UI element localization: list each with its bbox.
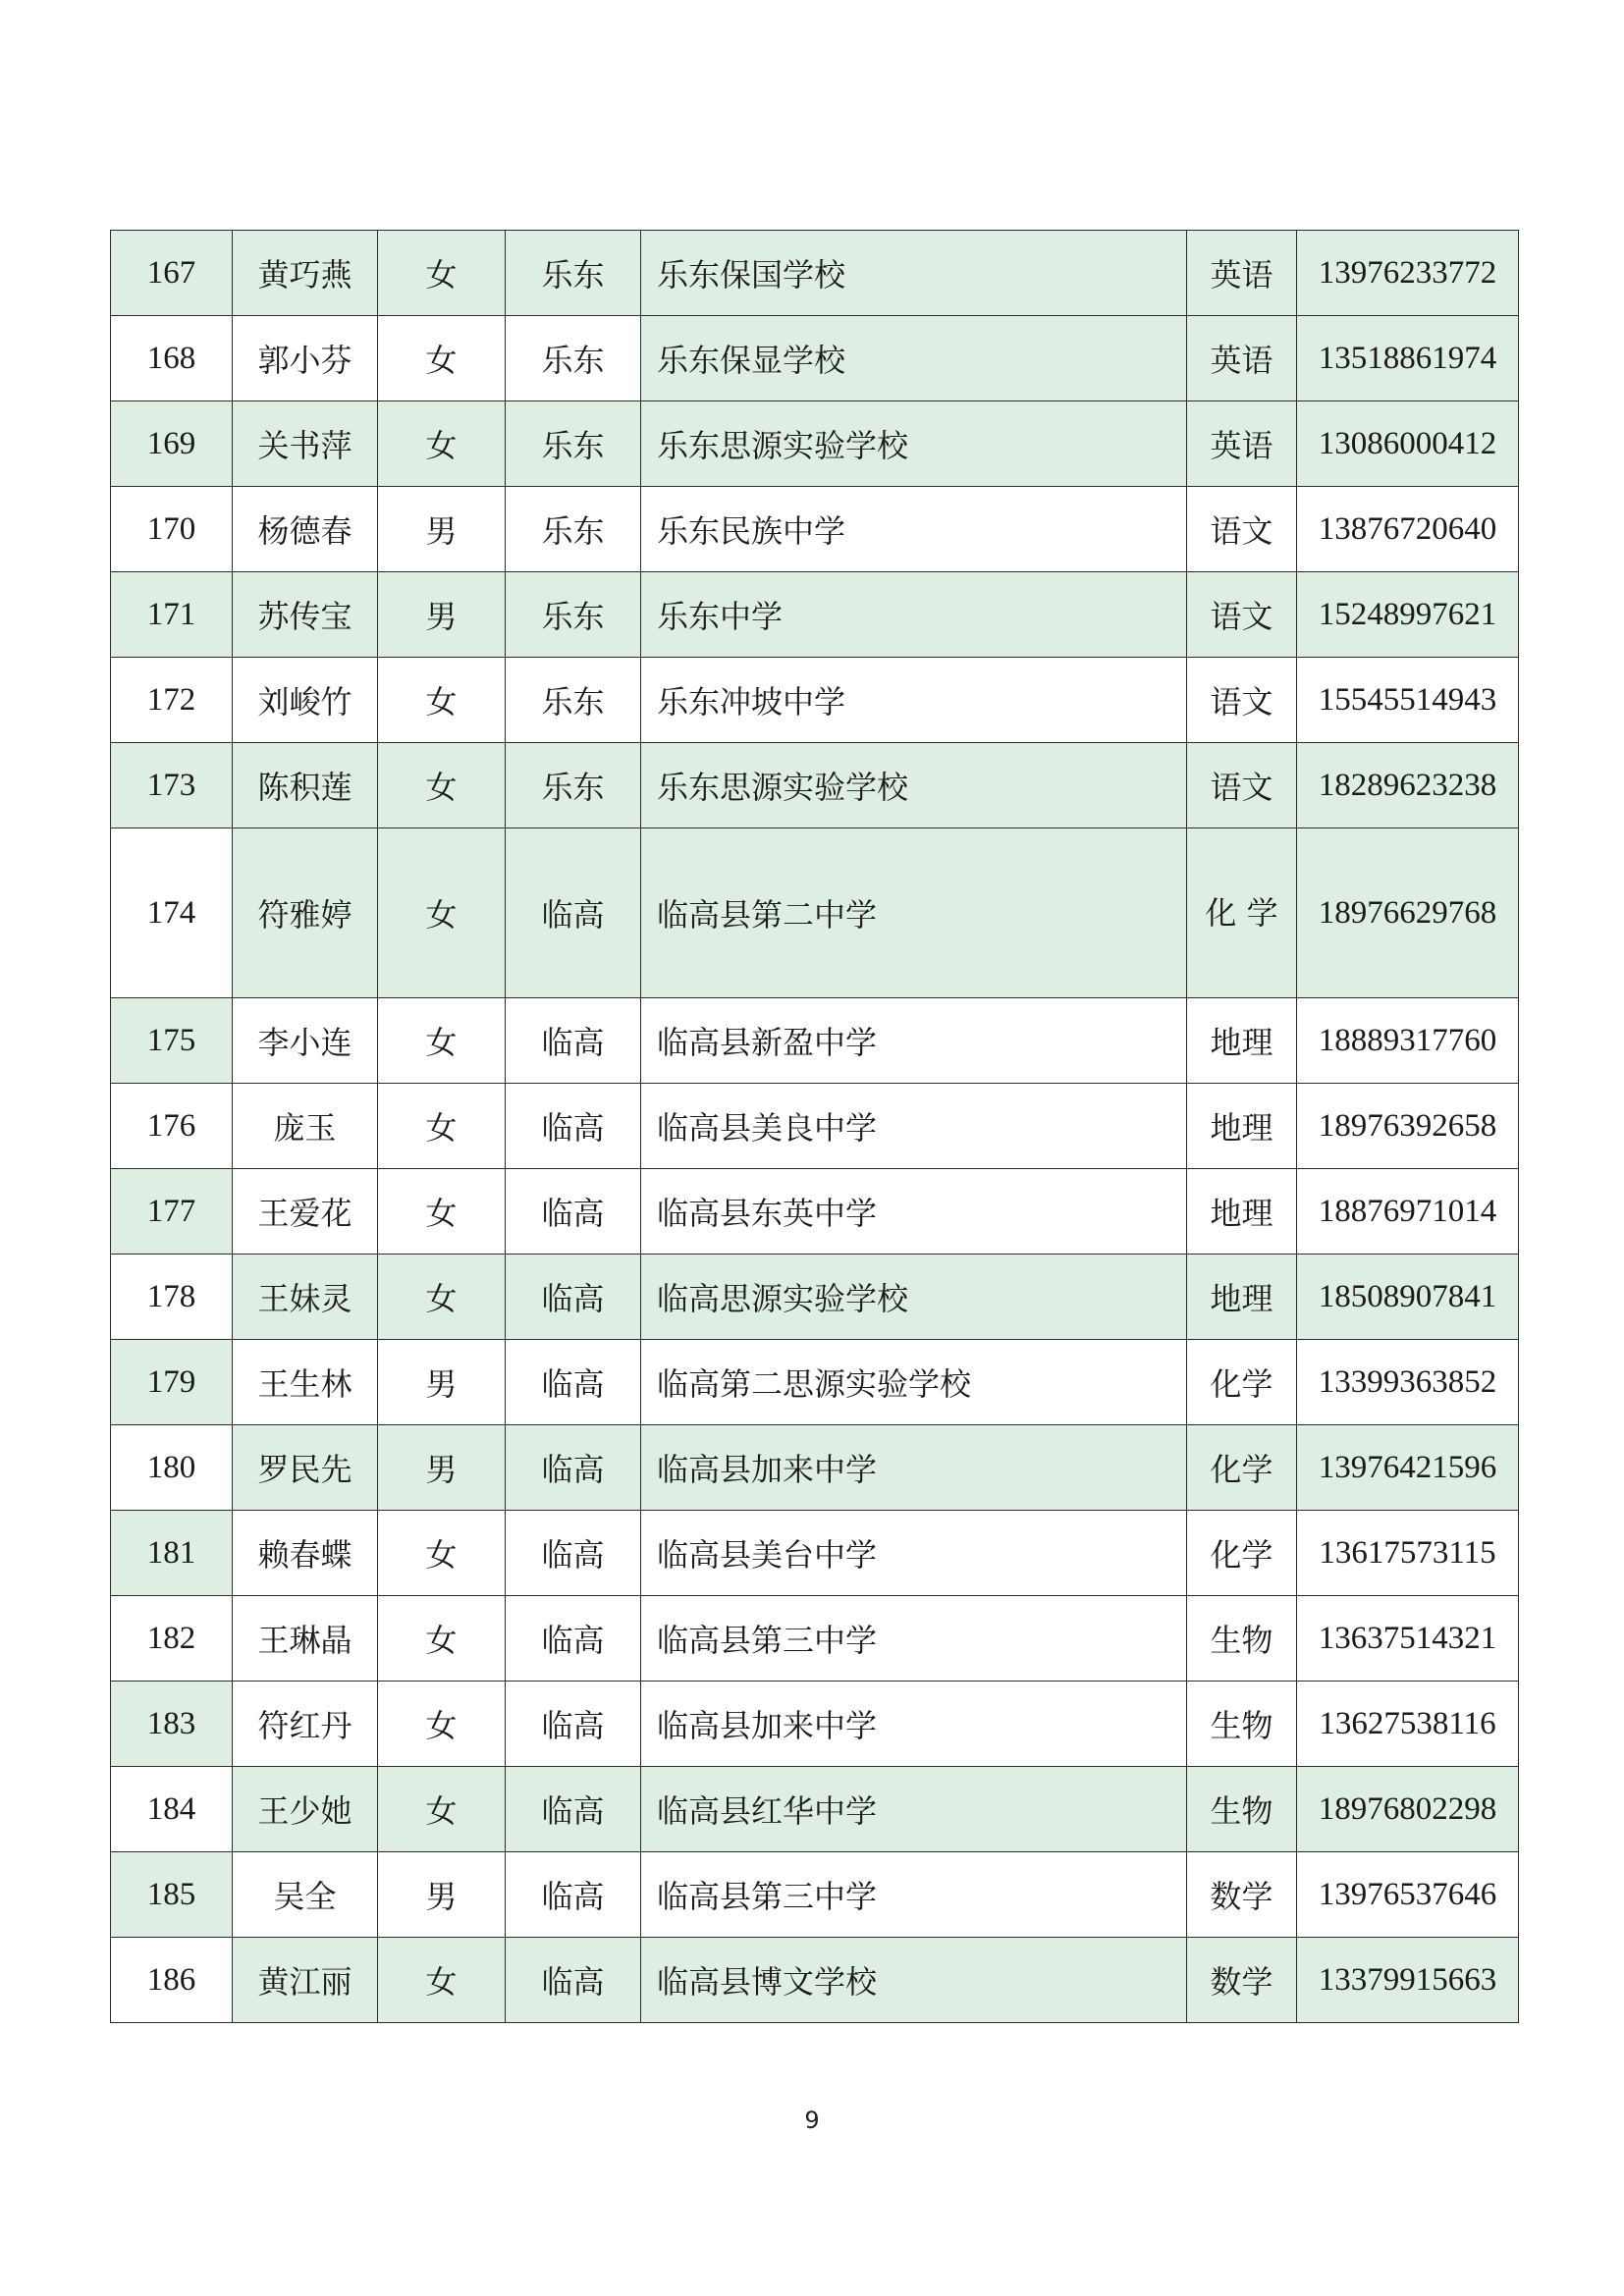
phone-cell: 18876971014 xyxy=(1297,1169,1519,1255)
table-row xyxy=(111,658,1519,743)
gender-cell: 女 xyxy=(378,1682,506,1767)
region-cell: 临高 xyxy=(506,1767,641,1852)
region-cell: 临高 xyxy=(506,1852,641,1938)
row-number-cell: 177 xyxy=(111,1169,233,1255)
row-number-cell: 168 xyxy=(111,316,233,401)
teacher-name-cell: 杨德春 xyxy=(233,487,378,572)
row-number-cell: 171 xyxy=(111,572,233,658)
school-cell: 临高县美台中学 xyxy=(641,1511,1187,1596)
subject-cell: 化 学 xyxy=(1187,828,1297,998)
table-row xyxy=(111,487,1519,572)
row-number-cell: 183 xyxy=(111,1682,233,1767)
phone-cell: 13617573115 xyxy=(1297,1511,1519,1596)
teacher-name-cell: 符红丹 xyxy=(233,1682,378,1767)
school-cell: 临高思源实验学校 xyxy=(641,1255,1187,1340)
subject-cell: 化学 xyxy=(1187,1425,1297,1511)
phone-cell: 13379915663 xyxy=(1297,1938,1519,2023)
subject-cell: 语文 xyxy=(1187,743,1297,828)
school-cell: 乐东思源实验学校 xyxy=(641,743,1187,828)
gender-cell: 女 xyxy=(378,828,506,998)
table-row xyxy=(111,1682,1519,1767)
table-row xyxy=(111,743,1519,828)
phone-cell: 15248997621 xyxy=(1297,572,1519,658)
region-cell: 乐东 xyxy=(506,316,641,401)
gender-cell: 女 xyxy=(378,1169,506,1255)
teacher-name-cell: 王琳晶 xyxy=(233,1596,378,1682)
region-cell: 乐东 xyxy=(506,743,641,828)
phone-cell: 18976802298 xyxy=(1297,1767,1519,1852)
subject-cell: 语文 xyxy=(1187,658,1297,743)
table-row xyxy=(111,1084,1519,1169)
gender-cell: 女 xyxy=(378,1084,506,1169)
school-cell: 临高县第三中学 xyxy=(641,1852,1187,1938)
subject-cell: 英语 xyxy=(1187,401,1297,487)
region-cell: 乐东 xyxy=(506,487,641,572)
phone-cell: 13976233772 xyxy=(1297,231,1519,316)
school-cell: 临高县美良中学 xyxy=(641,1084,1187,1169)
subject-cell: 语文 xyxy=(1187,487,1297,572)
gender-cell: 男 xyxy=(378,1425,506,1511)
school-cell: 乐东思源实验学校 xyxy=(641,401,1187,487)
table-row xyxy=(111,1511,1519,1596)
school-cell: 临高县红华中学 xyxy=(641,1767,1187,1852)
region-cell: 临高 xyxy=(506,828,641,998)
subject-cell: 地理 xyxy=(1187,1169,1297,1255)
teacher-roster-table xyxy=(110,230,1519,2023)
teacher-name-cell: 罗民先 xyxy=(233,1425,378,1511)
teacher-name-cell: 刘峻竹 xyxy=(233,658,378,743)
row-number-cell: 170 xyxy=(111,487,233,572)
region-cell: 临高 xyxy=(506,1425,641,1511)
subject-cell: 地理 xyxy=(1187,1255,1297,1340)
teacher-name-cell: 王生林 xyxy=(233,1340,378,1425)
teacher-name-cell: 陈积莲 xyxy=(233,743,378,828)
table-row xyxy=(111,1340,1519,1425)
subject-cell: 语文 xyxy=(1187,572,1297,658)
table-body xyxy=(111,231,1519,2023)
gender-cell: 女 xyxy=(378,1511,506,1596)
gender-cell: 男 xyxy=(378,487,506,572)
gender-cell: 女 xyxy=(378,1767,506,1852)
teacher-name-cell: 吴全 xyxy=(233,1852,378,1938)
subject-cell: 生物 xyxy=(1187,1767,1297,1852)
region-cell: 临高 xyxy=(506,1511,641,1596)
phone-cell: 13399363852 xyxy=(1297,1340,1519,1425)
gender-cell: 女 xyxy=(378,316,506,401)
school-cell: 乐东中学 xyxy=(641,572,1187,658)
row-number-cell: 179 xyxy=(111,1340,233,1425)
phone-cell: 18508907841 xyxy=(1297,1255,1519,1340)
school-cell: 临高县东英中学 xyxy=(641,1169,1187,1255)
table-row xyxy=(111,1425,1519,1511)
subject-cell: 化学 xyxy=(1187,1340,1297,1425)
subject-cell: 地理 xyxy=(1187,1084,1297,1169)
row-number-cell: 173 xyxy=(111,743,233,828)
phone-cell: 13976537646 xyxy=(1297,1852,1519,1938)
row-number-cell: 176 xyxy=(111,1084,233,1169)
row-number-cell: 181 xyxy=(111,1511,233,1596)
phone-cell: 13876720640 xyxy=(1297,487,1519,572)
subject-cell: 英语 xyxy=(1187,231,1297,316)
subject-cell: 英语 xyxy=(1187,316,1297,401)
subject-cell: 地理 xyxy=(1187,998,1297,1084)
table-row xyxy=(111,828,1519,998)
table-row xyxy=(111,572,1519,658)
teacher-name-cell: 黄巧燕 xyxy=(233,231,378,316)
page-number: 9 xyxy=(804,2107,820,2134)
phone-cell: 18976629768 xyxy=(1297,828,1519,998)
subject-cell: 生物 xyxy=(1187,1596,1297,1682)
region-cell: 乐东 xyxy=(506,572,641,658)
gender-cell: 女 xyxy=(378,1596,506,1682)
teacher-name-cell: 郭小芬 xyxy=(233,316,378,401)
school-cell: 临高县加来中学 xyxy=(641,1425,1187,1511)
gender-cell: 女 xyxy=(378,401,506,487)
gender-cell: 女 xyxy=(378,1938,506,2023)
table-row xyxy=(111,1255,1519,1340)
school-cell: 临高第二思源实验学校 xyxy=(641,1340,1187,1425)
phone-cell: 15545514943 xyxy=(1297,658,1519,743)
region-cell: 乐东 xyxy=(506,658,641,743)
row-number-cell: 169 xyxy=(111,401,233,487)
gender-cell: 男 xyxy=(378,1852,506,1938)
region-cell: 乐东 xyxy=(506,231,641,316)
table-row xyxy=(111,1596,1519,1682)
teacher-name-cell: 王妹灵 xyxy=(233,1255,378,1340)
teacher-name-cell: 王少她 xyxy=(233,1767,378,1852)
phone-cell: 18976392658 xyxy=(1297,1084,1519,1169)
row-number-cell: 186 xyxy=(111,1938,233,2023)
table-row xyxy=(111,316,1519,401)
table-row xyxy=(111,1169,1519,1255)
school-cell: 乐东保显学校 xyxy=(641,316,1187,401)
school-cell: 临高县新盈中学 xyxy=(641,998,1187,1084)
school-cell: 乐东冲坡中学 xyxy=(641,658,1187,743)
phone-cell: 13518861974 xyxy=(1297,316,1519,401)
teacher-name-cell: 赖春蝶 xyxy=(233,1511,378,1596)
row-number-cell: 167 xyxy=(111,231,233,316)
gender-cell: 女 xyxy=(378,743,506,828)
gender-cell: 男 xyxy=(378,572,506,658)
school-cell: 乐东民族中学 xyxy=(641,487,1187,572)
region-cell: 临高 xyxy=(506,1938,641,2023)
subject-cell: 生物 xyxy=(1187,1682,1297,1767)
row-number-cell: 185 xyxy=(111,1852,233,1938)
phone-cell: 18289623238 xyxy=(1297,743,1519,828)
teacher-name-cell: 苏传宝 xyxy=(233,572,378,658)
teacher-name-cell: 王爱花 xyxy=(233,1169,378,1255)
region-cell: 临高 xyxy=(506,1169,641,1255)
teacher-name-cell: 李小连 xyxy=(233,998,378,1084)
school-cell: 临高县第三中学 xyxy=(641,1596,1187,1682)
region-cell: 临高 xyxy=(506,1340,641,1425)
phone-cell: 13627538116 xyxy=(1297,1682,1519,1767)
table-row xyxy=(111,1767,1519,1852)
gender-cell: 女 xyxy=(378,1255,506,1340)
teacher-name-cell: 关书萍 xyxy=(233,401,378,487)
row-number-cell: 178 xyxy=(111,1255,233,1340)
table-row xyxy=(111,401,1519,487)
region-cell: 临高 xyxy=(506,1596,641,1682)
row-number-cell: 175 xyxy=(111,998,233,1084)
school-cell: 临高县博文学校 xyxy=(641,1938,1187,2023)
teacher-name-cell: 符雅婷 xyxy=(233,828,378,998)
region-cell: 乐东 xyxy=(506,401,641,487)
gender-cell: 女 xyxy=(378,998,506,1084)
gender-cell: 女 xyxy=(378,658,506,743)
subject-cell: 数学 xyxy=(1187,1938,1297,2023)
phone-cell: 18889317760 xyxy=(1297,998,1519,1084)
phone-cell: 13976421596 xyxy=(1297,1425,1519,1511)
region-cell: 临高 xyxy=(506,1084,641,1169)
region-cell: 临高 xyxy=(506,998,641,1084)
gender-cell: 女 xyxy=(378,231,506,316)
region-cell: 临高 xyxy=(506,1255,641,1340)
table-row xyxy=(111,231,1519,316)
subject-cell: 化学 xyxy=(1187,1511,1297,1596)
table-row xyxy=(111,1852,1519,1938)
phone-cell: 13086000412 xyxy=(1297,401,1519,487)
region-cell: 临高 xyxy=(506,1682,641,1767)
row-number-cell: 180 xyxy=(111,1425,233,1511)
table-row xyxy=(111,998,1519,1084)
table-row xyxy=(111,1938,1519,2023)
subject-cell: 数学 xyxy=(1187,1852,1297,1938)
row-number-cell: 184 xyxy=(111,1767,233,1852)
row-number-cell: 182 xyxy=(111,1596,233,1682)
school-cell: 临高县加来中学 xyxy=(641,1682,1187,1767)
row-number-cell: 174 xyxy=(111,828,233,998)
school-cell: 乐东保国学校 xyxy=(641,231,1187,316)
gender-cell: 男 xyxy=(378,1340,506,1425)
school-cell: 临高县第二中学 xyxy=(641,828,1187,998)
teacher-name-cell: 黄江丽 xyxy=(233,1938,378,2023)
row-number-cell: 172 xyxy=(111,658,233,743)
teacher-name-cell: 庞玉 xyxy=(233,1084,378,1169)
phone-cell: 13637514321 xyxy=(1297,1596,1519,1682)
